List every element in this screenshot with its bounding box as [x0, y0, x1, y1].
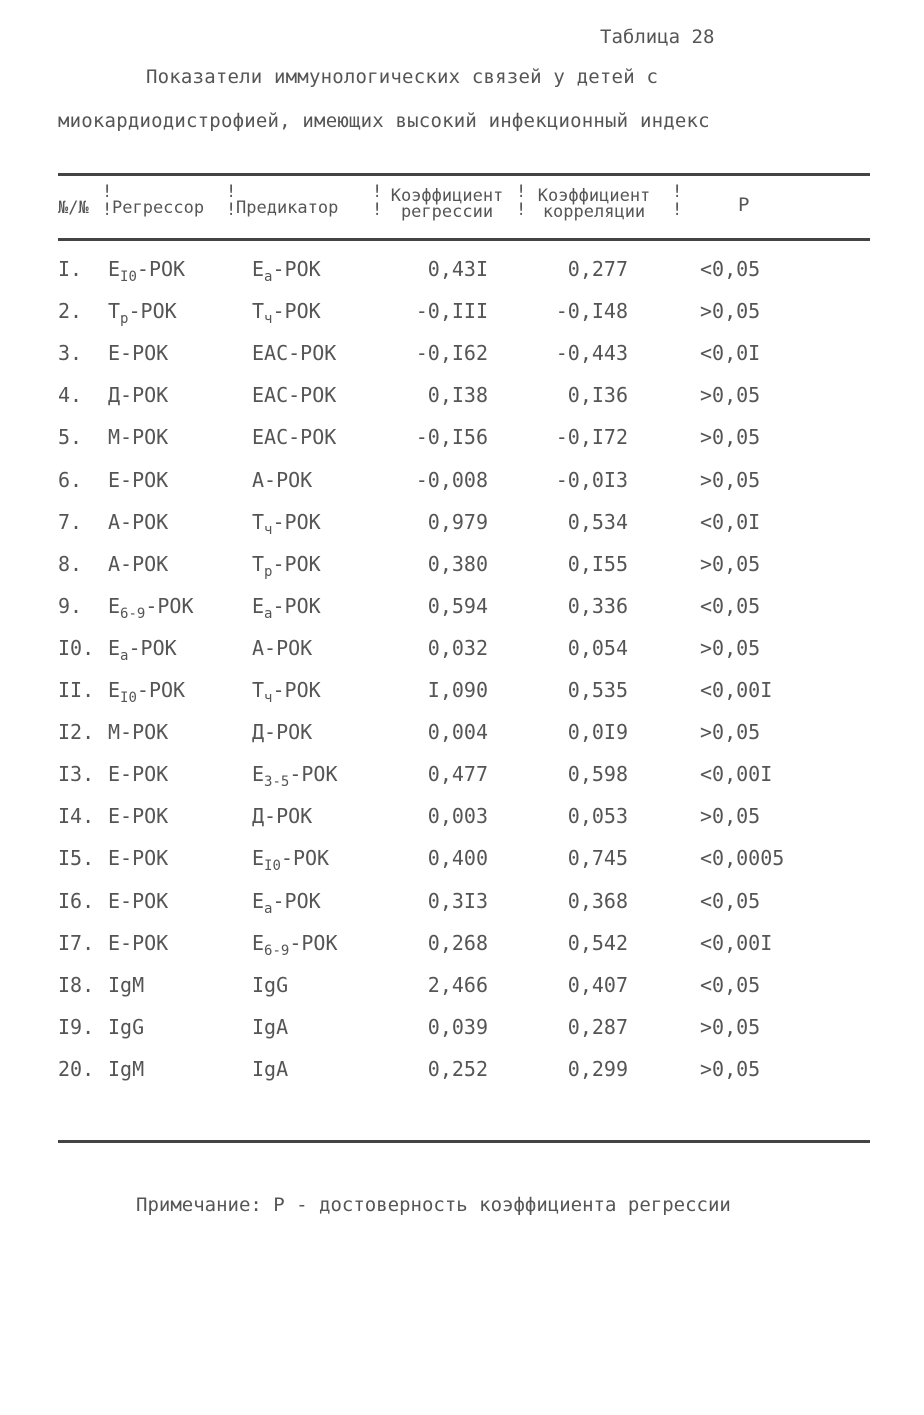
row-correlation-coef: 0,745 [567, 846, 628, 871]
table-row [0, 257, 924, 299]
row-correlation-coef: 0,I55 [567, 551, 628, 576]
top-rule [58, 173, 870, 176]
table-row [0, 678, 924, 720]
header-separator: ! [672, 200, 683, 220]
row-correlation-coef: 0,535 [567, 678, 628, 702]
table-label: Таблица 28 [600, 26, 715, 48]
row-regressor-base: Д-РОК [108, 383, 169, 408]
row-regressor-base: IgM [108, 1056, 145, 1081]
row-predictor-base: Т [252, 299, 265, 324]
header-separator: ! [372, 200, 383, 220]
row-p-value: >0,05 [700, 551, 761, 576]
row-regressor-base: IgM [108, 972, 145, 997]
row-number: 2. [58, 299, 83, 324]
row-regressor [108, 1057, 144, 1081]
row-predictor [252, 341, 336, 365]
row-predictor-subscript: а [264, 900, 273, 917]
row-regression-coef: 0,43I [427, 257, 488, 281]
row-predictor-base: А-РОК [252, 635, 313, 660]
row-regression-coef: -0,I62 [415, 341, 488, 366]
row-predictor-base: Е [252, 888, 265, 913]
table-row [0, 341, 924, 383]
row-number: 6. [58, 467, 83, 492]
row-predictor [252, 510, 321, 538]
row-regression-coef: I,090 [427, 678, 488, 702]
row-regression-coef: 0,I38 [427, 383, 488, 408]
header-separator: ! [102, 182, 113, 202]
row-correlation-coef: 0,534 [567, 509, 628, 534]
row-regressor [108, 594, 194, 622]
table-row [0, 468, 924, 510]
row-p-value: >0,05 [700, 299, 761, 324]
row-regressor [108, 552, 168, 576]
row-p-value: >0,05 [700, 720, 761, 745]
row-regressor-suffix: -РОК [136, 257, 186, 281]
row-regression-coef: 0,032 [427, 635, 488, 660]
row-p-value: <0,05 [700, 888, 761, 913]
row-regressor-subscript: I0 [120, 690, 137, 706]
row-regressor [108, 973, 144, 997]
row-regressor-subscript: р [120, 311, 129, 328]
row-predictor-base: IgA [252, 1014, 289, 1039]
row-predictor-subscript: ч [264, 311, 273, 328]
row-number: I3. [58, 762, 95, 787]
row-regression-coef: 2,466 [427, 972, 488, 997]
table-row [0, 425, 924, 467]
row-predictor-subscript: 3-5 [264, 774, 290, 791]
row-predictor-suffix: -РОК [289, 930, 338, 955]
row-predictor [252, 1015, 288, 1039]
row-predictor [252, 720, 312, 744]
header-separator: ! [102, 200, 113, 220]
row-correlation-coef: -0,I48 [555, 299, 628, 324]
row-regressor [108, 299, 177, 327]
header-regressor: Регрессор [112, 198, 205, 218]
row-regressor [108, 720, 168, 744]
row-predictor-suffix: -РОК [272, 299, 321, 324]
row-predictor-base: Е [252, 762, 265, 787]
row-predictor-suffix: -РОК [272, 551, 321, 576]
row-regressor-suffix: -РОК [136, 678, 186, 702]
table-row [0, 1057, 924, 1099]
row-regressor-base: Т [108, 299, 121, 324]
row-predictor-subscript: а [264, 269, 273, 285]
row-regressor [108, 678, 185, 706]
row-p-value: >0,05 [700, 425, 761, 450]
row-p-value: >0,05 [700, 804, 761, 829]
row-predictor-suffix: -РОК [272, 509, 321, 534]
row-predictor-subscript: ч [264, 521, 273, 538]
header-coef [382, 188, 512, 220]
row-predictor-base: ЕАС-РОК [252, 425, 337, 450]
row-number: I5. [58, 846, 95, 871]
row-regressor [108, 257, 185, 285]
row-predictor-base: Е [252, 593, 265, 618]
row-number: 3. [58, 341, 83, 366]
row-predictor [252, 594, 321, 622]
row-regressor-base: Е-РОК [108, 762, 169, 787]
row-correlation-coef: 0,0I9 [567, 720, 628, 745]
row-correlation-coef: 0,054 [567, 635, 628, 660]
row-correlation-coef: 0,I36 [567, 383, 628, 408]
row-p-value: <0,05 [700, 593, 761, 618]
row-correlation-coef: -0,I72 [555, 425, 628, 450]
row-predictor-suffix: -РОК [272, 257, 321, 281]
table-row [0, 636, 924, 678]
row-number: I4. [58, 804, 95, 829]
row-predictor-base: Т [252, 551, 265, 576]
row-regressor-subscript: а [120, 647, 129, 664]
row-regression-coef: 0,268 [427, 930, 488, 955]
row-predictor [252, 425, 336, 449]
row-regressor-base: Е-РОК [108, 467, 169, 492]
row-predictor-subscript: р [264, 563, 273, 580]
table-row [0, 552, 924, 594]
row-regression-coef: 0,3I3 [427, 888, 488, 913]
row-regressor-base: Е-РОК [108, 930, 169, 955]
row-number: I0. [58, 635, 95, 660]
row-number: I7. [58, 930, 95, 955]
row-regressor-base: IgG [108, 1014, 145, 1039]
row-number: 5. [58, 425, 83, 450]
row-predictor-base: IgA [252, 1056, 289, 1081]
row-regression-coef: -0,008 [415, 467, 488, 492]
row-regressor-base: Е [108, 257, 121, 281]
row-regression-coef: -0,III [415, 299, 488, 324]
row-regressor [108, 846, 168, 870]
row-p-value: >0,05 [700, 1056, 761, 1081]
row-regressor [108, 931, 168, 955]
header-corr [524, 188, 664, 220]
row-regressor [108, 1015, 144, 1039]
row-regressor [108, 383, 168, 407]
table-row [0, 804, 924, 846]
row-predictor [252, 889, 321, 917]
row-p-value: <0,0I [700, 341, 761, 366]
row-predictor-base: Д-РОК [252, 804, 313, 829]
row-regressor-base: Е-РОК [108, 846, 169, 871]
row-predictor-base: Д-РОК [252, 720, 313, 745]
table-row [0, 299, 924, 341]
table-row [0, 510, 924, 552]
row-predictor-suffix: -РОК [289, 762, 338, 787]
row-p-value: <0,00I [700, 930, 773, 955]
row-predictor-base: IgG [252, 972, 289, 997]
row-predictor [252, 846, 329, 874]
row-correlation-coef: 0,053 [567, 804, 628, 829]
row-correlation-coef: 0,598 [567, 762, 628, 787]
row-correlation-coef: 0,336 [567, 593, 628, 618]
row-predictor-base: Е [252, 257, 265, 281]
row-predictor [252, 804, 312, 828]
row-regression-coef: 0,477 [427, 762, 488, 787]
bottom-rule [58, 1140, 870, 1143]
row-predictor [252, 552, 321, 580]
row-correlation-coef: 0,287 [567, 1014, 628, 1039]
row-number: I9. [58, 1014, 95, 1039]
row-predictor-suffix: -РОК [272, 678, 321, 702]
header-separator: ! [226, 182, 237, 202]
row-predictor [252, 468, 312, 492]
row-number: 20. [58, 1056, 95, 1081]
table-row [0, 846, 924, 888]
row-number: 4. [58, 383, 83, 408]
row-predictor [252, 931, 338, 959]
table-row [0, 762, 924, 804]
row-regression-coef: 0,003 [427, 804, 488, 829]
row-p-value: >0,05 [700, 467, 761, 492]
table-row [0, 594, 924, 636]
table-header [58, 178, 870, 238]
row-regressor [108, 762, 168, 786]
row-p-value: <0,00I [700, 678, 773, 702]
row-number: I2. [58, 720, 95, 745]
table-title-line-1: Показатели иммунологических связей у детей с [146, 66, 659, 88]
row-correlation-coef: 0,407 [567, 972, 628, 997]
row-predictor-base: А-РОК [252, 467, 313, 492]
row-regression-coef: 0,979 [427, 509, 488, 534]
table-note: Примечание: Р - достоверность коэффициента регрессии [136, 1194, 731, 1216]
row-predictor-suffix: -РОК [280, 846, 330, 871]
row-regressor [108, 341, 168, 365]
row-predictor-base: Т [252, 678, 265, 702]
row-predictor [252, 678, 321, 706]
row-correlation-coef: -0,443 [555, 341, 628, 366]
header-separator: ! [672, 182, 683, 202]
row-p-value: <0,05 [700, 257, 761, 281]
row-p-value: <0,0005 [700, 846, 785, 871]
row-predictor [252, 762, 338, 790]
row-predictor-subscript: ч [264, 690, 273, 706]
table-row [0, 973, 924, 1015]
row-regression-coef: -0,I56 [415, 425, 488, 450]
row-regressor [108, 804, 168, 828]
row-predictor-subscript: а [264, 605, 273, 622]
row-correlation-coef: 0,299 [567, 1056, 628, 1081]
row-regressor-base: Е-РОК [108, 888, 169, 913]
row-regression-coef: 0,252 [427, 1056, 488, 1081]
row-predictor-subscript: 6-9 [264, 942, 290, 959]
row-regressor [108, 510, 168, 534]
header-separator: ! [372, 182, 383, 202]
row-predictor-suffix: -РОК [272, 888, 321, 913]
header-p: Р [738, 194, 750, 216]
row-predictor [252, 1057, 288, 1081]
row-number: I6. [58, 888, 95, 913]
table-row [0, 720, 924, 762]
row-number: I8. [58, 972, 95, 997]
row-regressor-base: А-РОК [108, 551, 169, 576]
row-p-value: >0,05 [700, 635, 761, 660]
row-predictor [252, 257, 321, 285]
row-regressor-base: Е [108, 635, 121, 660]
row-correlation-coef: 0,368 [567, 888, 628, 913]
row-predictor [252, 383, 336, 407]
row-predictor-base: Е [252, 846, 265, 871]
row-regressor [108, 468, 168, 492]
row-number: II. [58, 678, 95, 702]
row-p-value: >0,05 [700, 1014, 761, 1039]
header-predictor: Предикатор [236, 198, 339, 218]
header-num: №/№ [58, 198, 89, 218]
row-p-value: <0,05 [700, 972, 761, 997]
header-rule [58, 238, 870, 241]
row-regressor [108, 889, 168, 913]
row-number: I. [58, 257, 83, 281]
table-row [0, 1015, 924, 1057]
header-coef-line-1: Коэффициент [390, 186, 504, 206]
row-correlation-coef: 0,542 [567, 930, 628, 955]
row-p-value: >0,05 [700, 383, 761, 408]
row-regression-coef: 0,004 [427, 720, 488, 745]
row-number: 9. [58, 593, 83, 618]
header-separator: ! [516, 182, 527, 202]
table-title-line-2: миокардиодистрофией, имеющих высокий инфекционный индекс [58, 110, 710, 132]
row-regressor [108, 425, 168, 449]
table-row [0, 931, 924, 973]
row-predictor [252, 636, 312, 660]
row-regressor-base: А-РОК [108, 509, 169, 534]
row-regressor-base: М-РОК [108, 720, 169, 745]
row-predictor-subscript: I0 [264, 858, 281, 875]
row-regression-coef: 0,594 [427, 593, 488, 618]
row-regression-coef: 0,400 [427, 846, 488, 871]
row-regressor-base: Е-РОК [108, 341, 169, 366]
row-correlation-coef: -0,0I3 [555, 467, 628, 492]
header-separator: ! [226, 200, 237, 220]
header-coef-line-2: регрессии [400, 202, 494, 222]
row-predictor-base: Е [252, 930, 265, 955]
row-p-value: <0,00I [700, 762, 773, 787]
header-corr-line-2: корреляции [542, 202, 646, 222]
row-number: 7. [58, 509, 83, 534]
header-corr-line-1: Коэффициент [537, 186, 651, 206]
row-regressor-subscript: I0 [120, 269, 137, 285]
row-regressor-base: М-РОК [108, 425, 169, 450]
row-p-value: <0,0I [700, 509, 761, 534]
row-predictor-suffix: -РОК [272, 593, 321, 618]
row-regressor-suffix: -РОК [145, 593, 194, 618]
row-number: 8. [58, 551, 83, 576]
row-predictor-base: Т [252, 509, 265, 534]
row-predictor-base: ЕАС-РОК [252, 341, 337, 366]
row-correlation-coef: 0,277 [567, 257, 628, 281]
row-regressor-suffix: -РОК [128, 299, 177, 324]
row-predictor [252, 973, 288, 997]
row-predictor-base: ЕАС-РОК [252, 383, 337, 408]
header-separator: ! [516, 200, 527, 220]
table-row [0, 889, 924, 931]
row-predictor [252, 299, 321, 327]
row-regressor-subscript: 6-9 [120, 605, 146, 622]
row-regressor-base: Е [108, 593, 121, 618]
row-regressor-base: Е-РОК [108, 804, 169, 829]
row-regression-coef: 0,039 [427, 1014, 488, 1039]
row-regressor [108, 636, 177, 664]
row-regressor-suffix: -РОК [128, 635, 177, 660]
table-row [0, 383, 924, 425]
row-regression-coef: 0,380 [427, 551, 488, 576]
row-regressor-base: Е [108, 678, 121, 702]
